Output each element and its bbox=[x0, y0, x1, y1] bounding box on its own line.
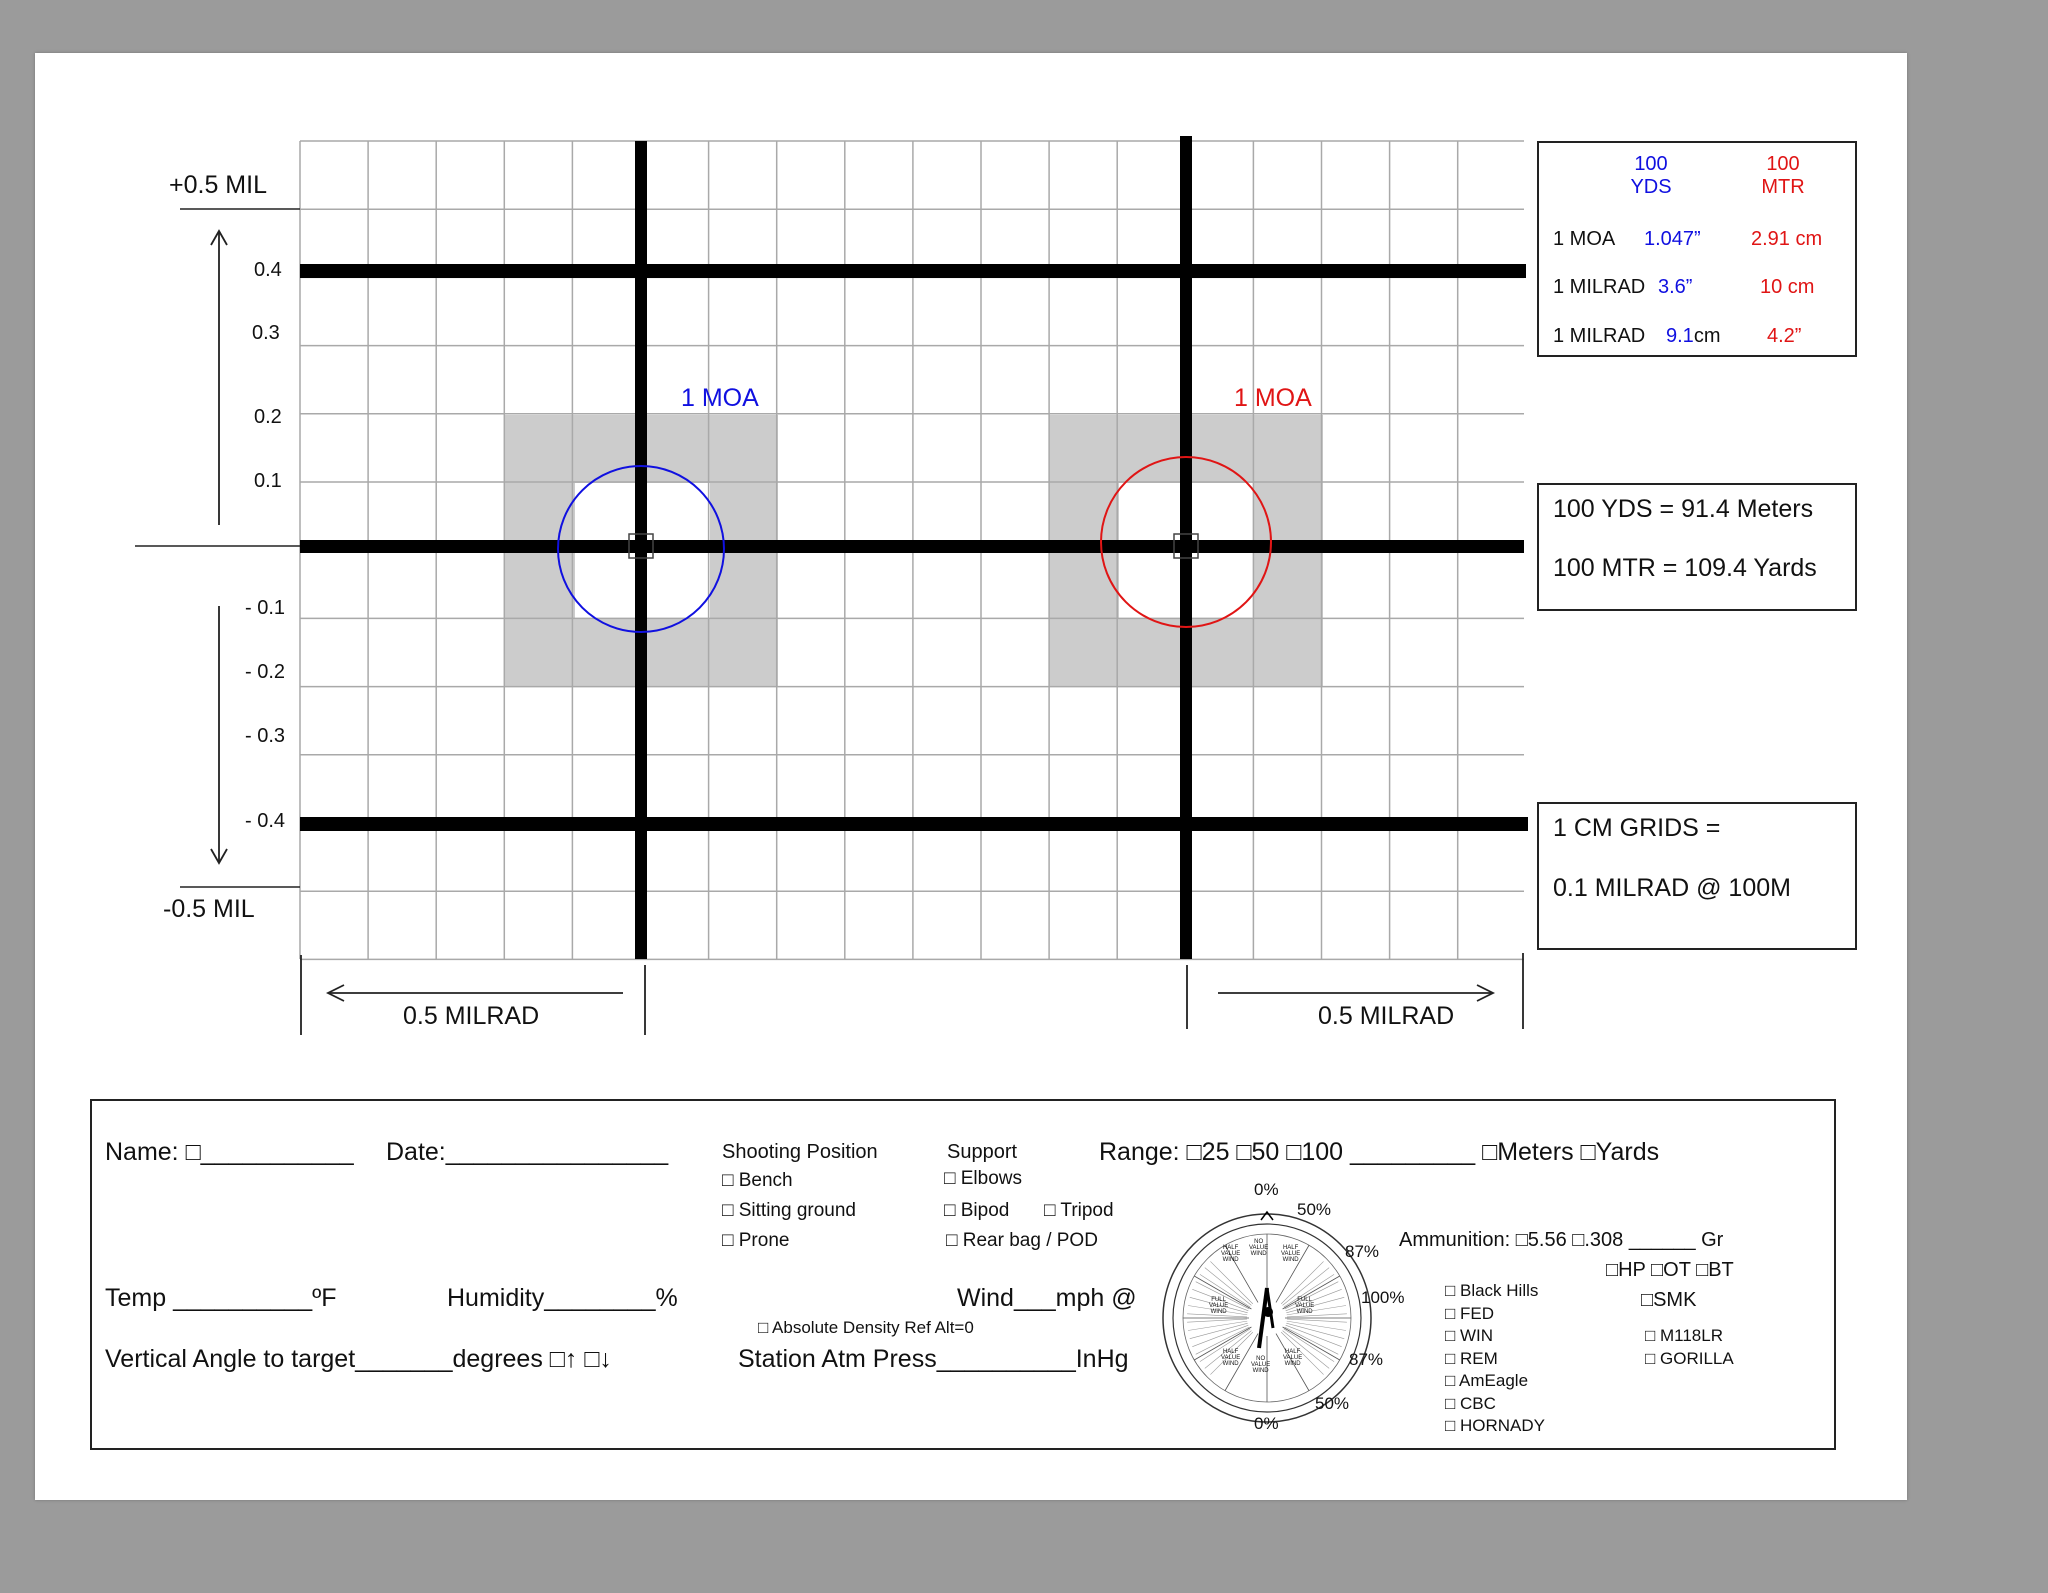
moa-label-blue: 1 MOA bbox=[681, 384, 759, 412]
grid-info-line-1: 1 CM GRIDS = bbox=[1553, 814, 1721, 842]
support-title: Support bbox=[947, 1141, 1018, 1163]
wind-clock-hatch bbox=[1187, 1319, 1247, 1322]
support-elbows-checkbox[interactable]: □ Elbows bbox=[944, 1168, 1023, 1189]
down-arrow bbox=[211, 606, 227, 863]
row-yds-milrad-1: 3.6” bbox=[1658, 276, 1693, 298]
name-field[interactable]: Name: □___________ bbox=[105, 1138, 354, 1166]
wind-pct-lower-87: 87% bbox=[1349, 1350, 1384, 1369]
date-field[interactable]: Date:________________ bbox=[386, 1138, 669, 1166]
wind-pct-bottom: 0% bbox=[1254, 1414, 1279, 1433]
row-label-milrad-2: 1 MILRAD bbox=[1553, 325, 1646, 347]
wind-zone-half-lower-left: HALF VALUE WIND bbox=[1221, 1349, 1241, 1367]
vertical-angle-field[interactable]: Vertical Angle to target_______degrees □↑ □↓ bbox=[105, 1345, 612, 1373]
row-mtr-milrad-1: 10 cm bbox=[1760, 276, 1815, 298]
shooter-figure-icon bbox=[1259, 1288, 1267, 1348]
range-field[interactable]: Range: □25 □50 □100 _________ □Meters □Yards bbox=[1099, 1138, 1660, 1166]
bottom-mil-label: -0.5 MIL bbox=[163, 895, 255, 923]
row-mtr-moa: 2.91 cm bbox=[1751, 228, 1823, 250]
brand-fed-checkbox[interactable]: □ FED bbox=[1445, 1303, 1494, 1323]
wind-pct-top: 0% bbox=[1254, 1180, 1279, 1199]
support-tripod-checkbox[interactable]: □ Tripod bbox=[1044, 1200, 1114, 1221]
tick-label-up-4: 0.1 bbox=[254, 470, 282, 492]
wind-clock-top-arrow-icon bbox=[1261, 1212, 1273, 1220]
ammo-type-checkboxes[interactable]: □HP □OT □BT bbox=[1606, 1259, 1734, 1281]
position-prone-checkbox[interactable]: □ Prone bbox=[722, 1230, 790, 1251]
brand-m118lr-checkbox[interactable]: □ M118LR bbox=[1645, 1326, 1723, 1345]
brand-gorilla-checkbox[interactable]: □ GORILLA bbox=[1645, 1348, 1734, 1368]
distance-box bbox=[1537, 483, 1857, 611]
tick-label-down-3: - 0.3 bbox=[245, 725, 286, 747]
wind-zone-full-right: FULL VALUE WIND bbox=[1295, 1297, 1315, 1315]
wind-clock-hatch bbox=[1287, 1319, 1347, 1322]
target-page bbox=[35, 53, 1907, 1500]
row-yds-milrad-2: 9.1 bbox=[1666, 325, 1694, 347]
wind-pct-upper-87: 87% bbox=[1345, 1242, 1380, 1261]
brand-black-hills-checkbox[interactable]: □ Black Hills bbox=[1445, 1281, 1539, 1300]
row-mtr-milrad-2: 4.2” bbox=[1767, 325, 1802, 347]
thick-grid-lines bbox=[300, 136, 1528, 959]
wind-zone-half-lower-right: HALF VALUE WIND bbox=[1283, 1349, 1303, 1367]
top-mil-label: +0.5 MIL bbox=[169, 171, 267, 199]
col-header-yds: 100 YDS bbox=[1630, 153, 1672, 198]
tick-label-down-2: - 0.2 bbox=[245, 661, 286, 683]
density-checkbox[interactable]: □ Absolute Density Ref Alt=0 bbox=[758, 1318, 974, 1337]
brand-cbc-checkbox[interactable]: □ CBC bbox=[1445, 1393, 1496, 1413]
moa-label-red: 1 MOA bbox=[1234, 384, 1312, 412]
brand-win-checkbox[interactable]: □ WIN bbox=[1445, 1326, 1494, 1345]
position-sitting-checkbox[interactable]: □ Sitting ground bbox=[722, 1200, 857, 1221]
wind-zone-no-upper: NO VALUE WIND bbox=[1249, 1239, 1269, 1257]
support-rear-bag-checkbox[interactable]: □ Rear bag / POD bbox=[946, 1230, 1098, 1251]
tick-label-up-3: 0.2 bbox=[254, 406, 282, 428]
grid-info-box bbox=[1537, 802, 1857, 950]
ammo-smk-checkbox[interactable]: □SMK bbox=[1641, 1289, 1697, 1311]
row-yds-milrad-2-wrap bbox=[1666, 326, 1720, 346]
wind-zone-no-lower: NO VALUE WIND bbox=[1251, 1356, 1271, 1374]
row-yds-moa: 1.047” bbox=[1644, 228, 1701, 250]
temp-field[interactable]: Temp __________ºF bbox=[105, 1284, 337, 1312]
position-bench-checkbox[interactable]: □ Bench bbox=[722, 1170, 793, 1191]
wind-pct-lower-50: 50% bbox=[1315, 1394, 1350, 1413]
brand-hornady-checkbox[interactable]: □ HORNADY bbox=[1445, 1416, 1545, 1435]
grid-info-line-2: 0.1 MILRAD @ 100M bbox=[1553, 874, 1791, 902]
brand-list bbox=[1445, 1280, 1545, 1438]
row-yds-milrad-2-unit: cm bbox=[1693, 325, 1721, 347]
distance-line-2: 100 MTR = 109.4 Yards bbox=[1553, 554, 1817, 582]
wind-zone-full-left: FULL VALUE WIND bbox=[1209, 1297, 1229, 1315]
station-pressure-field[interactable]: Station Atm Press__________InHg bbox=[738, 1345, 1129, 1373]
wind-zone-half-upper-left: HALF VALUE WIND bbox=[1221, 1245, 1241, 1263]
tick-label-down-4: - 0.4 bbox=[245, 810, 286, 832]
distance-line-1: 100 YDS = 91.4 Meters bbox=[1553, 495, 1814, 523]
row-label-moa: 1 MOA bbox=[1553, 228, 1616, 250]
conversion-table bbox=[1537, 141, 1857, 357]
tick-label-down-1: - 0.1 bbox=[245, 597, 286, 619]
col-header-mtr: 100 MTR bbox=[1761, 153, 1805, 198]
row-label-milrad-1: 1 MILRAD bbox=[1553, 276, 1646, 298]
wind-field[interactable]: Wind___mph @ bbox=[957, 1284, 1137, 1312]
brand-rem-checkbox[interactable]: □ REM bbox=[1445, 1348, 1498, 1368]
milrad-label-right: 0.5 MILRAD bbox=[1318, 1002, 1455, 1030]
brand-ameagle-checkbox[interactable]: □ AmEagle bbox=[1445, 1371, 1529, 1390]
up-arrow bbox=[211, 231, 227, 525]
tick-label-up-1: 0.4 bbox=[254, 259, 282, 281]
milrad-label-left: 0.5 MILRAD bbox=[403, 1002, 540, 1030]
shooting-position-title: Shooting Position bbox=[722, 1141, 878, 1163]
wind-pct-upper-50: 50% bbox=[1297, 1200, 1332, 1219]
ammunition-field[interactable]: Ammunition: □5.56 □.308 ______ Gr bbox=[1399, 1229, 1724, 1251]
wind-pct-100: 100% bbox=[1361, 1288, 1405, 1307]
humidity-field[interactable]: Humidity________% bbox=[447, 1284, 678, 1312]
shooter-head-icon bbox=[1263, 1307, 1273, 1317]
wind-zone-half-upper-right: HALF VALUE WIND bbox=[1281, 1245, 1301, 1263]
support-bipod-checkbox[interactable]: □ Bipod bbox=[944, 1200, 1010, 1221]
brand-list-2 bbox=[1645, 1325, 1734, 1370]
tick-label-up-2: 0.3 bbox=[252, 322, 280, 344]
